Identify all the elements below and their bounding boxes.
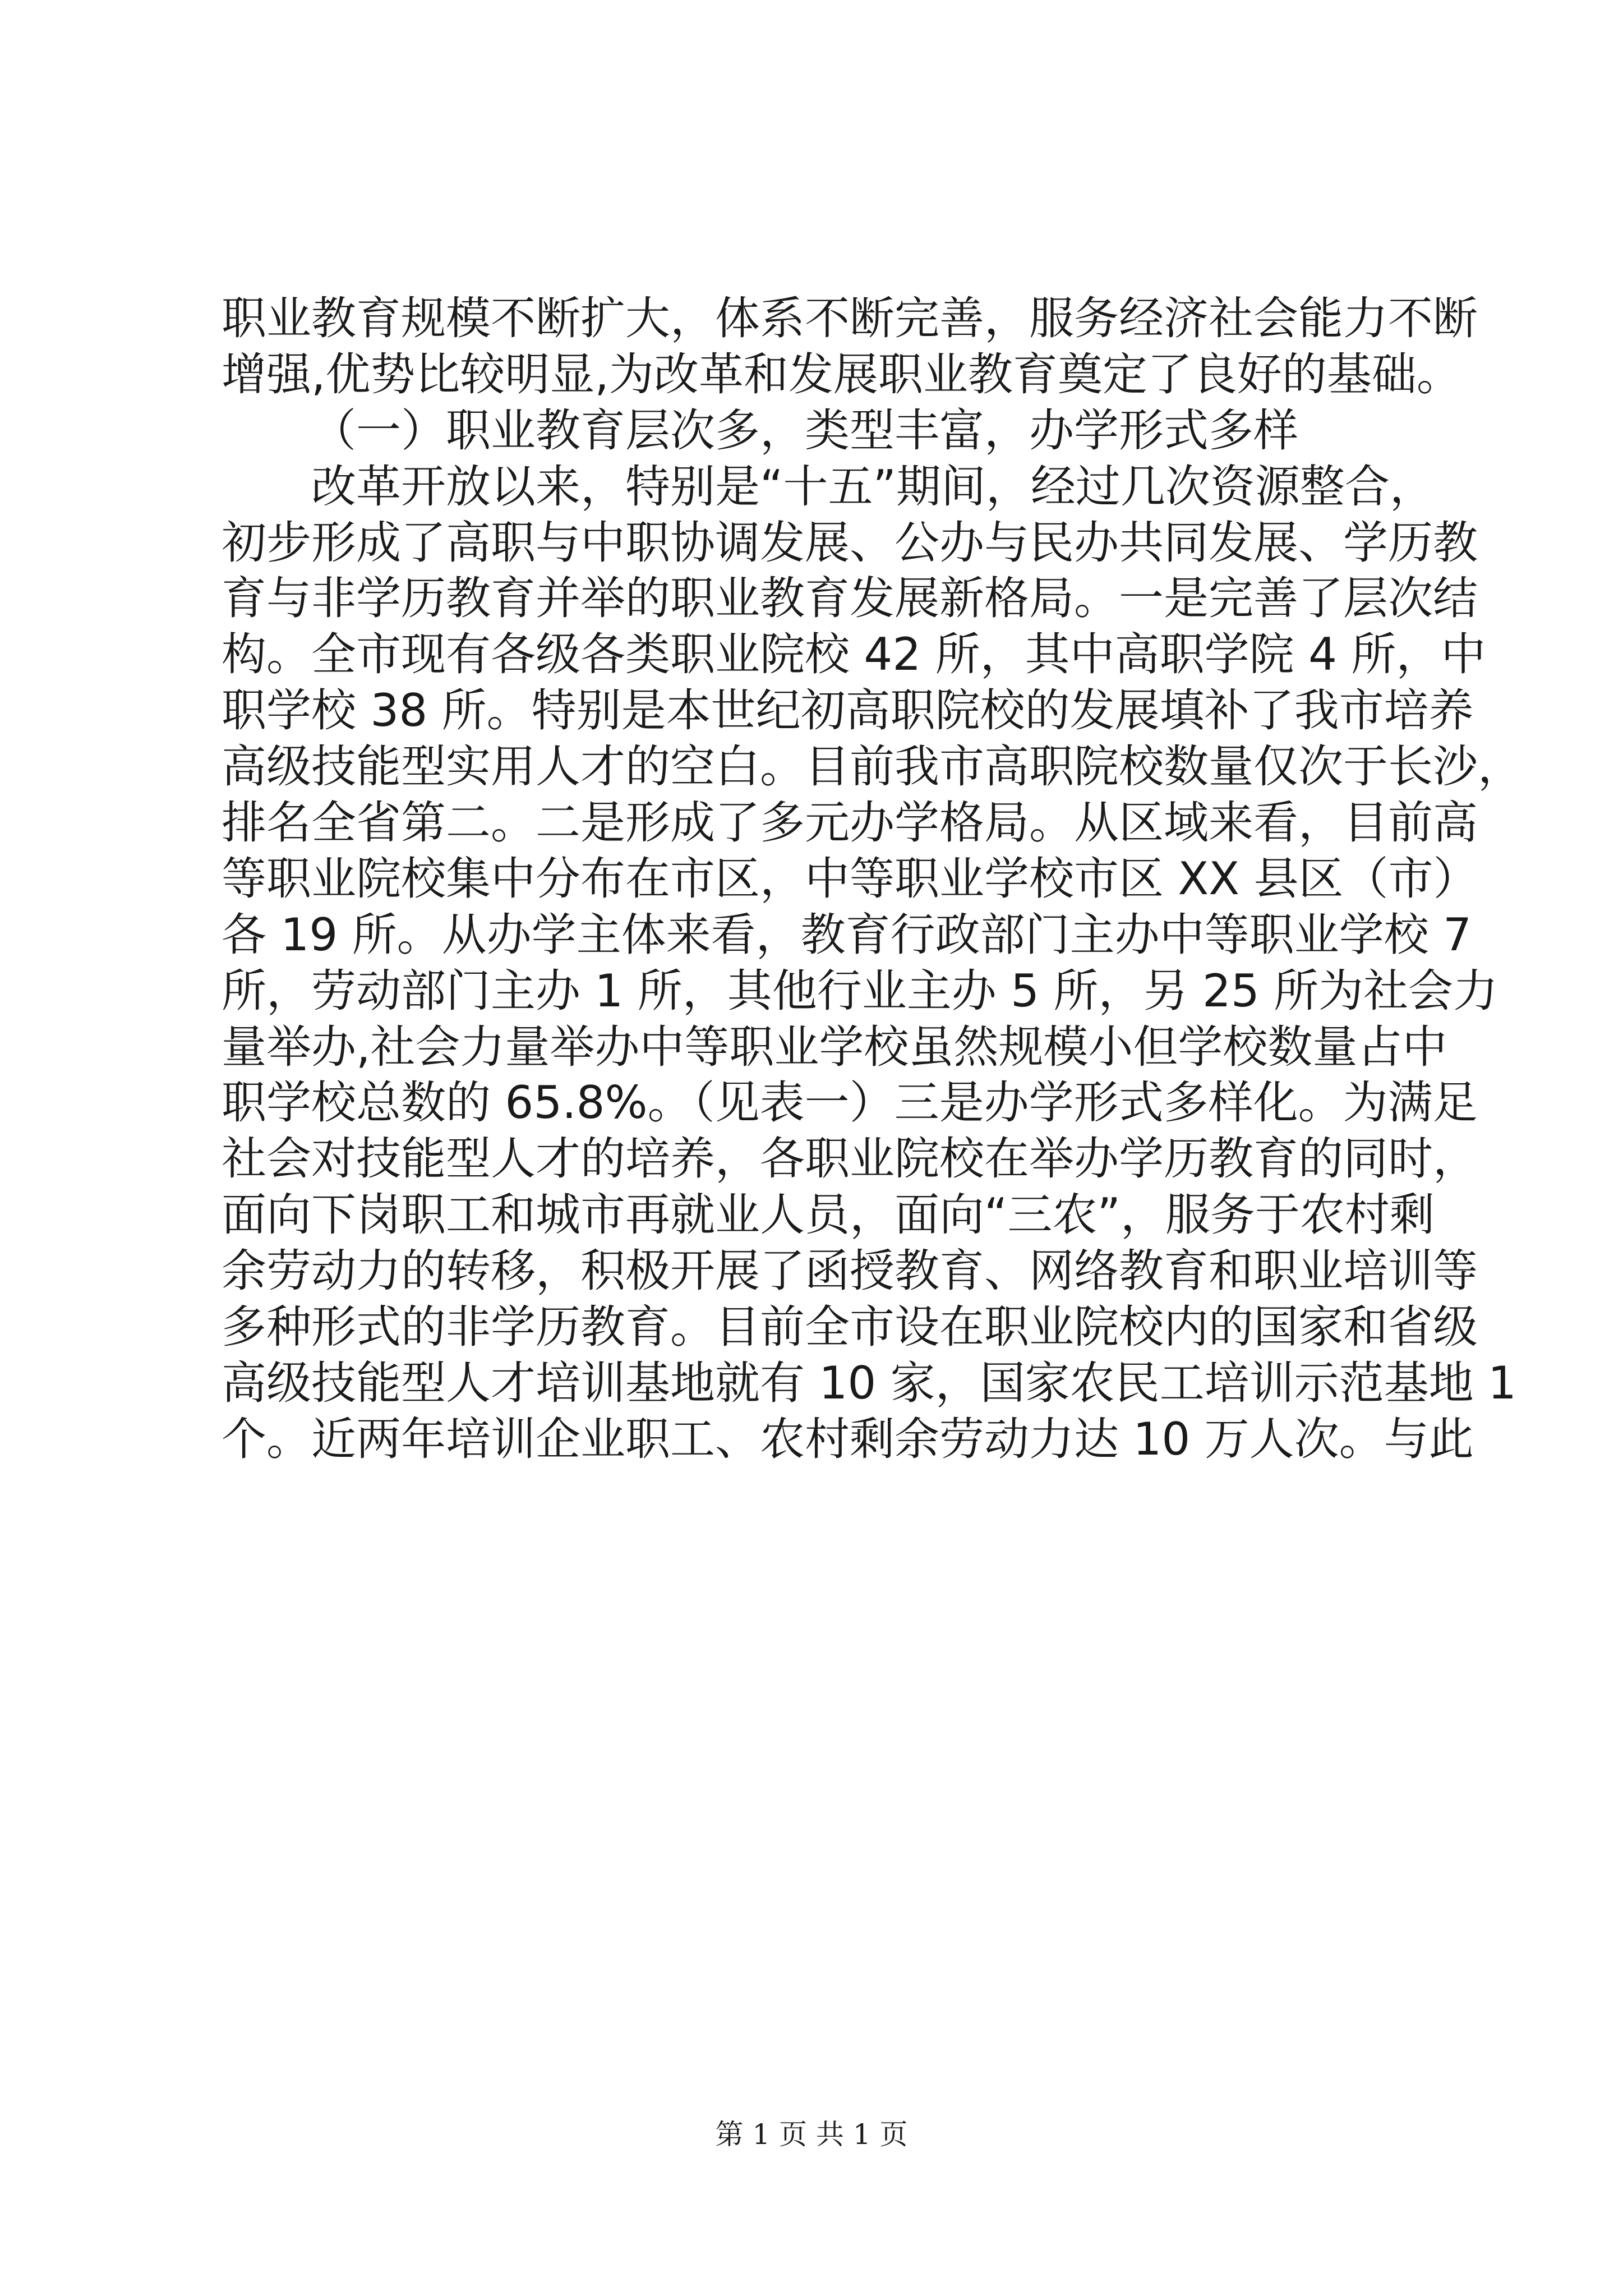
text-line-16: 社会对技能型人才的培养，各职业院校在举办学历教育的同时，	[222, 1133, 1478, 1185]
text-line-12: 各 19 所。从办学主体来看，教育行政部门主办中等职业学校 7	[222, 908, 1472, 961]
page-number-label: 第 1 页 共 1 页	[715, 2118, 908, 2151]
text-line-18: 余劳动力的转移，积极开展了函授教育、网络教育和职业培训等	[222, 1245, 1478, 1297]
text-line-7: 构。全市现有各级各类职业院校 42 所，其中高职学院 4 所，中	[222, 628, 1486, 681]
text-line-5: 初步形成了高职与中职协调发展、公办与民办共同发展、学历教	[222, 516, 1478, 569]
text-line-13: 所，劳动部门主办 1 所，其他行业主办 5 所，另 25 所为社会力	[222, 964, 1498, 1017]
page-footer	[0, 2118, 1623, 2151]
text-line-17: 面向下岗职工和城市再就业人员，面向“三农”，服务于农村剩	[222, 1189, 1435, 1241]
text-line-14: 量举办,社会力量举办中等职业学校虽然规模小但学校数量占中	[222, 1020, 1447, 1073]
text-line-20: 高级技能型人才培训基地就有 10 家，国家农民工培训示范基地 1	[222, 1356, 1516, 1409]
text-line-6: 育与非学历教育并举的职业教育发展新格局。一是完善了层次结	[222, 572, 1478, 625]
text-line-9: 高级技能型实用人才的空白。目前我市高职院校数量仅次于长沙，	[222, 740, 1523, 793]
text-line-10: 排名全省第二。二是形成了多元办学格局。从区域来看，目前高	[222, 797, 1478, 849]
text-line-8: 职学校 38 所。特别是本世纪初高职院校的发展填补了我市培养	[222, 684, 1474, 737]
body-text	[222, 291, 1523, 1467]
section-heading: （一）职业教育层次多，类型丰富，办学形式多样	[311, 404, 1298, 457]
text-line-19: 多种形式的非学历教育。目前全市设在职业院校内的国家和省级	[222, 1301, 1478, 1354]
paragraph-first-line: 改革开放以来，特别是“十五”期间，经过几次资源整合，	[311, 460, 1435, 513]
text-line-21: 个。近两年培训企业职工、农村剩余劳动力达 10 万人次。与此	[222, 1412, 1474, 1465]
text-line-2: 增强,优势比较明显,为改革和发展职业教育奠定了良好的基础。	[222, 348, 1461, 401]
text-line-11: 等职业院校集中分布在市区，中等职业学校市区 XX 县区（市）	[222, 852, 1478, 905]
text-line-15: 职学校总数的 65.8%。（见表一）三是办学形式多样化。为满足	[222, 1076, 1478, 1129]
text-line-1: 职业教育规模不断扩大，体系不断完善，服务经济社会能力不断	[222, 292, 1478, 344]
